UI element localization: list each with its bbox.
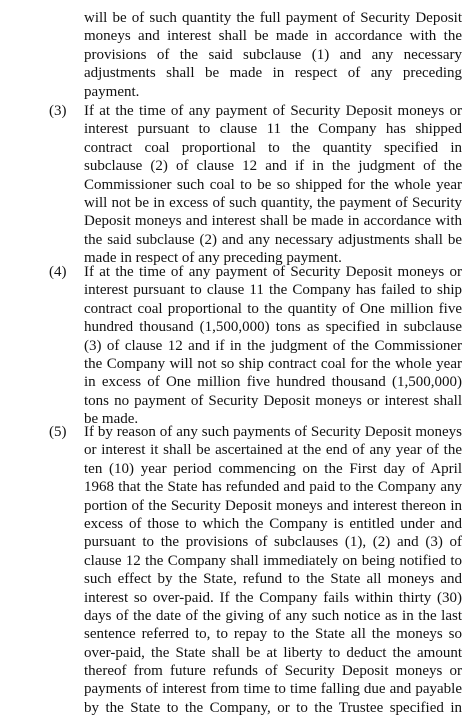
text-line: days of the date of the giving of any such notice as in the last	[84, 607, 462, 624]
text-line: the said subclause (2) and any necessary adjustments shall be	[84, 231, 462, 248]
text-line: hundred thousand (1,500,000) tons as specified in subclause	[84, 319, 462, 336]
text-line: If at the time of any payment of Security Deposit moneys or	[84, 103, 462, 119]
text-line: by the State to the Company, or to the Trustee specified in	[84, 699, 462, 716]
clause-number: (4)	[49, 264, 67, 280]
text-line: in excess of One million five hundred thousand (1,500,000)	[84, 374, 462, 391]
text-line: contract coal proportional to the quantity of One million five	[84, 300, 462, 317]
text-line: ten (10) year period commencing on the First day of April	[84, 460, 462, 477]
text-line: sentence referred to, to repay to the State all the moneys so	[84, 626, 462, 643]
continuation-paragraph	[84, 9, 462, 101]
text-line: portion of the Security Deposit moneys and interest thereon in	[84, 497, 462, 514]
text-line: the Company will not so ship contract coal for the whole year	[84, 355, 462, 372]
text-line: clause 12 the Company shall immediately on being notified to	[84, 552, 462, 569]
text-line: excess of those to which the Company is entitled under and	[84, 515, 462, 532]
text-line: If by reason of any such payments of Security Deposit moneys	[84, 424, 462, 440]
text-line: contract coal proportional to the quantity specified in	[84, 139, 462, 156]
text-line: Commissioner such coal to be so shipped for the whole year	[84, 176, 462, 193]
text-line: provisions of the said subclause (1) and any necessary	[84, 46, 462, 63]
text-line: Deposit moneys and interest shall be made in accordance with	[84, 213, 462, 230]
text-line: interest pursuant to clause 11 the Company has failed to ship	[84, 282, 462, 299]
text-line: (3) of clause 12 and if in the judgment of the Commissioner	[84, 337, 462, 354]
clause-number: (5)	[49, 424, 67, 440]
text-line: or interest it shall be ascertained at the end of any year of the	[84, 442, 462, 459]
text-line: over-paid, the State shall be at liberty to deduct the amount	[84, 644, 462, 661]
text-line: If at the time of any payment of Security Deposit moneys or	[84, 264, 462, 280]
text-line: interest pursuant to clause 11 the Company has shipped	[84, 121, 462, 138]
clause-paragraph	[84, 423, 462, 717]
text-line: adjustments shall be made in respect of any preceding	[84, 65, 462, 82]
clause-paragraph	[84, 263, 462, 429]
text-line: will be of such quantity the full payment of Security Deposit	[84, 10, 462, 26]
text-line: thereof from future refunds of Security Deposit moneys or	[84, 663, 462, 680]
text-line: tons no payment of Security Deposit moneys or interest shall	[84, 392, 462, 409]
text-line: payment.	[84, 83, 140, 100]
text-line: interest so over-paid. If the Company fails within thirty (30)	[84, 589, 462, 606]
text-line: made in respect of any preceding payment.	[84, 250, 342, 267]
text-line: be made.	[84, 411, 139, 428]
text-line: 1968 that the State has refunded and paid to the Company any	[84, 479, 462, 496]
clause-paragraph	[84, 102, 462, 268]
text-line: will not be in excess of such quantity, the payment of Security	[84, 194, 462, 211]
text-line: such effect by the State, refund to the State all moneys and	[84, 571, 462, 588]
text-line: payments of interest from time to time falling due and payable	[84, 681, 462, 698]
text-line: subclause (2) of clause 12 and if in the judgment of the	[84, 158, 462, 175]
clause-number: (3)	[49, 103, 67, 119]
text-line: pursuant to the provisions of subclauses (1), (2) and (3) of	[84, 534, 462, 551]
text-line: moneys and interest shall be made in accordance with the	[84, 28, 462, 45]
